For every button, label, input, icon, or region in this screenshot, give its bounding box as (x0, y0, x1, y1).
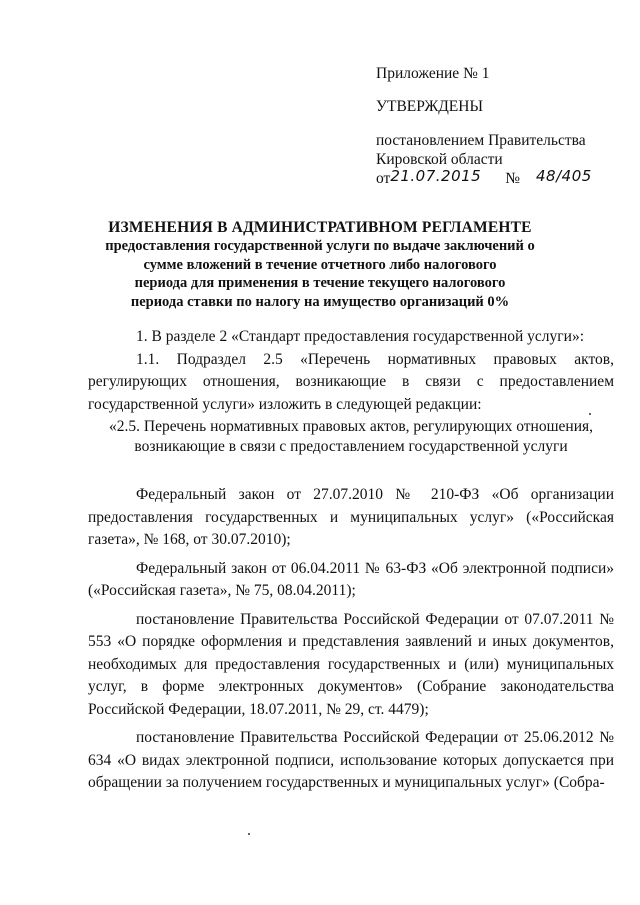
paragraph-1-1: 1.1. Подраздел 2.5 «Перечень нормативных правовых актов, регулирующих отношения, возникающие в связи с предоставлением государственной услуги» изложить в следующей редакции: (88, 350, 614, 413)
handwritten-number: 48/405 (536, 167, 592, 185)
scan-speck (248, 833, 250, 835)
appendix-label: Приложение № 1 (376, 65, 490, 82)
scan-speck (589, 413, 591, 415)
document-body (88, 326, 614, 795)
number-sign: № (505, 170, 521, 187)
title-main: ИЗМЕНЕНИЯ В АДМИНИСТРАТИВНОМ РЕГЛАМЕНТЕ (108, 219, 532, 236)
decree-date-line (376, 169, 626, 188)
section-heading-line-1: «2.5. Перечень нормативных правовых актов, регулирующих отношения, (109, 418, 593, 435)
handwritten-date: 21.07.2015 (390, 167, 482, 185)
title-line-1: предоставления государственной услуги по выдаче заключений о (105, 238, 535, 254)
decree-line-2: Кировской области (376, 151, 503, 168)
paragraph-law-63: Федеральный закон от 06.04.2011 № 63-ФЗ «Об электронной подписи» («Российская газета», № 75, 08.04.2011); (88, 559, 614, 599)
spacer (88, 456, 614, 484)
decree-line-1: постановлением Правительства (376, 132, 586, 149)
approved-label: УТВЕРЖДЕНЫ (376, 98, 483, 115)
paragraph-decree-634: постановление Правительства Российской Федерации от 25.06.2012 № 634 «О видах электронной подписи, использование которых допускается при обращении за получением государственных и муниципальных услуг» (Собра- (88, 729, 614, 791)
title-line-3: периода для применения в течение текущего налогового (134, 275, 506, 291)
approval-block (376, 64, 626, 188)
paragraph-1: 1. В разделе 2 «Стандарт предоставления государственной услуги»: (136, 328, 585, 345)
document-title (80, 218, 560, 311)
paragraph-law-210: Федеральный закон от 27.07.2010 № 210-ФЗ «Об организации предоставления государственных и муниципальных услуг» («Российская газета», № 168, от 30.07.2010); (88, 486, 614, 548)
date-prefix: от (376, 170, 391, 187)
section-heading-line-2: возникающие в связи с предоставлением государственной услуги (134, 437, 568, 455)
section-heading (88, 417, 614, 456)
paragraph-decree-553: постановление Правительства Российской Федерации от 07.07.2011 № 553 «О порядке оформления и представления заявлений и иных документов, необходимых для предоставления государственных и (или) муниципальных услуг, в форме электронных документов» (Собрание законодательства Российской Федерации, 18.07.2011, № 29, ст. 4479); (88, 610, 614, 718)
title-line-4: периода ставки по налогу на имущество организаций 0% (130, 293, 510, 310)
title-line-2: сумме вложений в течение отчетного либо налогового (143, 256, 497, 273)
